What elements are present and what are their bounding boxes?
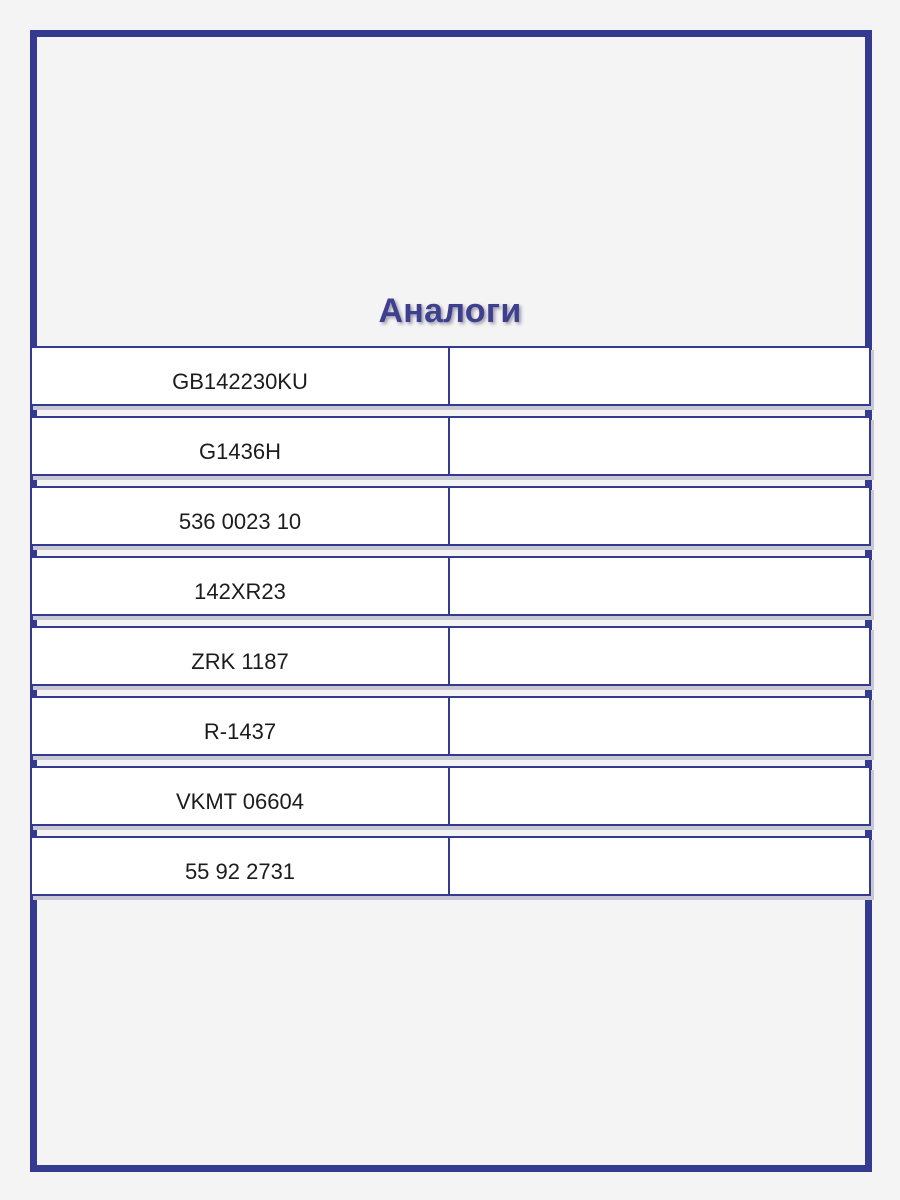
analog-code-cell: VKMT 06604 (30, 766, 450, 826)
analog-code-cell: GB142230KU (30, 346, 450, 406)
analogs-table (30, 346, 871, 896)
analog-value-cell (450, 836, 871, 896)
analog-code-cell: 55 92 2731 (30, 836, 450, 896)
analog-value-cell (450, 556, 871, 616)
analog-code-cell: 536 0023 10 (30, 486, 450, 546)
table-row (30, 556, 871, 616)
table-row (30, 836, 871, 896)
analog-value-cell (450, 486, 871, 546)
table-row (30, 486, 871, 546)
analog-value-cell (450, 766, 871, 826)
table-row (30, 696, 871, 756)
analog-value-cell (450, 626, 871, 686)
analog-code-cell: ZRK 1187 (30, 626, 450, 686)
table-row (30, 766, 871, 826)
analog-value-cell (450, 416, 871, 476)
table-row (30, 626, 871, 686)
table-row (30, 346, 871, 406)
table-row (30, 416, 871, 476)
analog-value-cell (450, 346, 871, 406)
analog-code-cell: 142XR23 (30, 556, 450, 616)
page-title: Аналоги (378, 292, 522, 330)
analog-code-cell: G1436H (30, 416, 450, 476)
analog-value-cell (450, 696, 871, 756)
analog-code-cell: R-1437 (30, 696, 450, 756)
